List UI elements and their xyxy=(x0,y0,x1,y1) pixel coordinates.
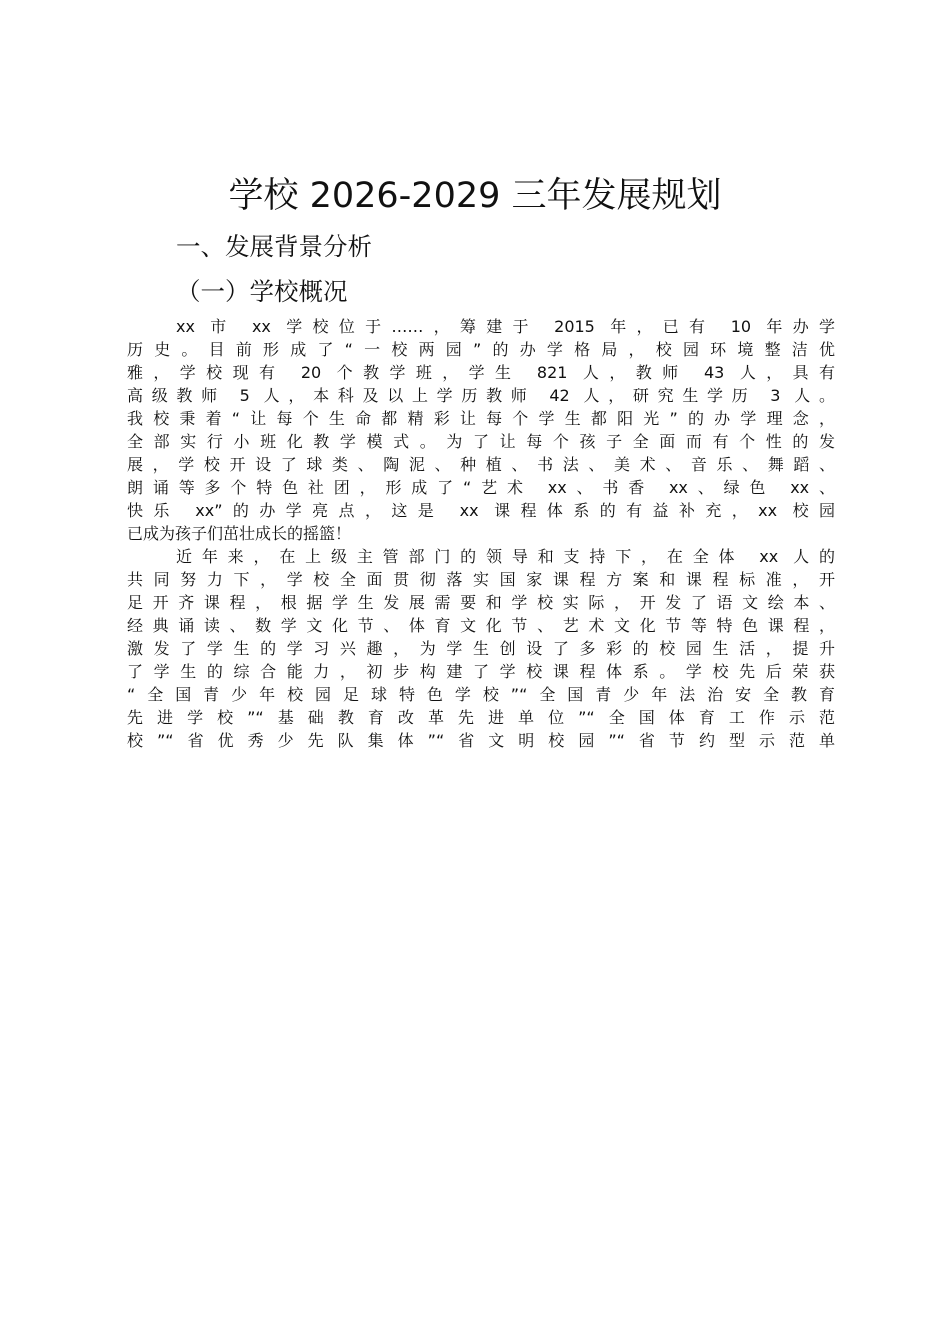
paragraph-line: 快乐 xx”的办学亮点，这是 xx 课程体系的有益补充，xx 校园 xyxy=(127,501,835,520)
section-heading: 一、发展背景分析 xyxy=(176,232,372,261)
paragraph-line: 展，学校开设了球类、陶泥、种植、书法、美术、音乐、舞蹈、 xyxy=(127,455,835,474)
paragraph-line: 经典诵读、数学文化节、体育文化节、艺术文化节等特色课程， xyxy=(127,616,835,635)
paragraph-school-overview xyxy=(127,314,835,544)
paragraph-line: 历史。目前形成了“一校两园”的办学格局，校园环境整洁优 xyxy=(127,340,835,359)
paragraph-line: 雅，学校现有 20 个教学班，学生 821 人，教师 43 人，具有 xyxy=(127,363,835,382)
paragraph-line: 了学生的综合能力，初步构建了学校课程体系。学校先后荣获 xyxy=(127,662,835,681)
paragraph-line: 校”“省优秀少先队集体”“省文明校园”“省节约型示范单 xyxy=(127,731,835,750)
paragraph-line: 足开齐课程，根据学生发展需要和学校实际，开发了语文绘本、 xyxy=(127,593,835,612)
document-title: 学校 2026-2029 三年发展规划 xyxy=(228,176,722,216)
paragraph-recent-development xyxy=(127,544,835,751)
paragraph-line: “全国青少年校园足球特色学校”“全国青少年法治安全教育 xyxy=(127,685,835,704)
paragraph-line: 先进学校”“基础教育改革先进单位”“全国体育工作示范 xyxy=(127,708,835,727)
paragraph-line: 全部实行小班化教学模式。为了让每个孩子全面而有个性的发 xyxy=(127,432,835,451)
subsection-heading: （一）学校概况 xyxy=(176,277,348,306)
paragraph-line: 已成为孩子们茁壮成长的摇篮！ xyxy=(127,524,352,543)
paragraph-line: 高级教师 5 人，本科及以上学历教师 42 人，研究生学历 3 人。 xyxy=(127,386,835,405)
paragraph-line: 朗诵等多个特色社团，形成了“艺术 xx、书香 xx、绿色 xx、 xyxy=(127,478,835,497)
paragraph-line: xx 市 xx 学校位于……，筹建于 2015 年，已有 10 年办学 xyxy=(176,317,835,336)
paragraph-line: 我校秉着“让每个生命都精彩让每个学生都阳光”的办学理念， xyxy=(127,409,835,428)
document-body xyxy=(127,224,835,751)
paragraph-line: 共同努力下，学校全面贯彻落实国家课程方案和课程标准，开 xyxy=(127,570,835,589)
paragraph-line: 激发了学生的学习兴趣，为学生创设了多彩的校园生活，提升 xyxy=(127,639,835,658)
paragraph-line: 近年来，在上级主管部门的领导和支持下，在全体 xx 人的 xyxy=(176,547,835,566)
